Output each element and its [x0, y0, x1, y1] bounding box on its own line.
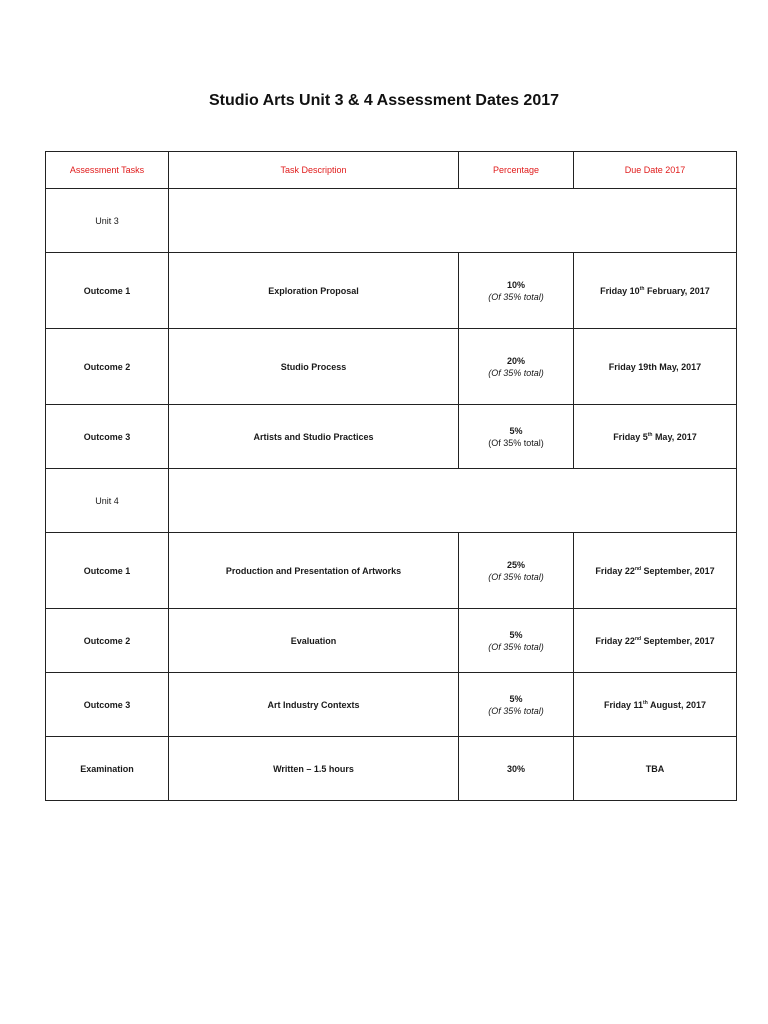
percentage-note: (Of 35% total) [488, 571, 544, 582]
percentage-note: (Of 35% total) [488, 641, 544, 652]
percentage-cell [459, 405, 574, 469]
header-percentage: Percentage [459, 152, 574, 189]
description-cell: Artists and Studio Practices [169, 405, 459, 469]
description-cell: Production and Presentation of Artworks [169, 533, 459, 609]
percentage-value: 30% [506, 763, 525, 774]
percentage-note: (Of 35% total) [488, 367, 544, 378]
percentage-value: 10% [506, 279, 525, 290]
task-cell: Outcome 3 [46, 405, 169, 469]
assessment-table [45, 151, 737, 801]
percentage-value: 5% [509, 629, 523, 640]
unit-4-label: Unit 4 [46, 469, 169, 533]
percentage-note: (Of 35% total) [488, 437, 544, 448]
unit-3-label: Unit 3 [46, 189, 169, 253]
unit-3-row [46, 189, 737, 253]
percentage-cell [459, 609, 574, 673]
due-date-cell: Friday 22nd September, 2017 [574, 533, 737, 609]
percentage-cell [459, 533, 574, 609]
unit-4-row [46, 469, 737, 533]
table-row [46, 673, 737, 737]
task-cell: Outcome 1 [46, 253, 169, 329]
description-cell: Evaluation [169, 609, 459, 673]
percentage-value: 5% [509, 693, 523, 704]
due-date-cell: Friday 10th February, 2017 [574, 253, 737, 329]
description-cell: Exploration Proposal [169, 253, 459, 329]
due-date-cell: Friday 22nd September, 2017 [574, 609, 737, 673]
percentage-note: (Of 35% total) [488, 291, 544, 302]
percentage-note: (Of 35% total) [488, 705, 544, 716]
description-cell: Art Industry Contexts [169, 673, 459, 737]
percentage-cell [459, 329, 574, 405]
table-row [46, 609, 737, 673]
table-row [46, 253, 737, 329]
percentage-cell [459, 737, 574, 801]
description-cell: Studio Process [169, 329, 459, 405]
due-date-cell: Friday 11th August, 2017 [574, 673, 737, 737]
percentage-value: 20% [506, 355, 525, 366]
due-date-cell: Friday 19th May, 2017 [574, 329, 737, 405]
percentage-value: 25% [506, 559, 525, 570]
percentage-value: 5% [509, 425, 523, 436]
header-assessment-tasks: Assessment Tasks [46, 152, 169, 189]
task-cell: Outcome 2 [46, 609, 169, 673]
table-header-row [46, 152, 737, 189]
table-row [46, 329, 737, 405]
due-date-cell: Friday 5th May, 2017 [574, 405, 737, 469]
table-row [46, 533, 737, 609]
percentage-cell [459, 253, 574, 329]
table-row [46, 405, 737, 469]
description-cell: Written – 1.5 hours [169, 737, 459, 801]
document-title: Studio Arts Unit 3 & 4 Assessment Dates 2017 [208, 92, 560, 109]
table-row [46, 737, 737, 801]
percentage-cell [459, 673, 574, 737]
header-due-date: Due Date 2017 [574, 152, 737, 189]
task-cell: Outcome 2 [46, 329, 169, 405]
task-cell: Examination [46, 737, 169, 801]
task-cell: Outcome 1 [46, 533, 169, 609]
due-date-cell: TBA [574, 737, 737, 801]
task-cell: Outcome 3 [46, 673, 169, 737]
header-task-description: Task Description [169, 152, 459, 189]
